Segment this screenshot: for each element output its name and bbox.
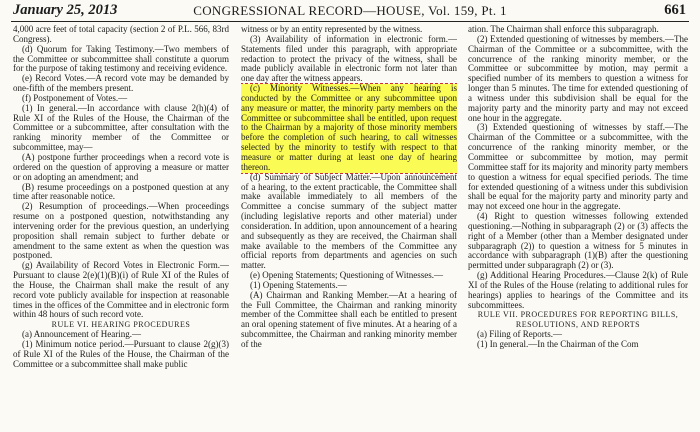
paragraph: (d) Summary of Subject Matter.—Upon announcement of a hearing, to the extent practicable, the Committee shall make available immediately to all members of the Committee a concise summary of the subject matter (including legislative reports and other material) under consideration. In addition, upon announcement of a hearing and subsequently as they are received, the Chairman shall make available to the members of the Committee any official reports from departments and agencies on such matter. xyxy=(241,171,457,271)
paragraph: (A) Chairman and Ranking Member.—At a hearing of the Full Committee, the Chairman and ranking minority member of the Committee shall each be entitled to present an oral opening statement of five minutes. At a hearing of a subcommittee, the Chairman and ranking minority member of the xyxy=(241,289,457,349)
paragraph: (3) Availability of information in electronic form.—Statements filed under this paragraph, with appropriate redaction to protect the privacy of the witness, shall be made publicly available in electronic form not later than one day after the witness appears. xyxy=(241,33,457,84)
paragraph: (3) Extended questioning of witnesses by staff.—The Chairman of the Committee or a subcommittee, with the concurrence of the ranking minority member, or the Committee or subcommittee by motion, may permit Committee staff for its majority and minority party members to question a witness for equal specified periods. The time for extended questioning of a witness under this subdivision shall be equal for the majority party and minority party and may not exceed one hour in the aggregate. xyxy=(468,122,688,212)
header-title: CONGRESSIONAL RECORD—HOUSE, Vol. 159, Pt. 1 xyxy=(193,3,507,18)
text-column-2 xyxy=(241,25,457,432)
paragraph: 4,000 acre feet of total capacity (section 2 of P.L. 566, 83rd Congress). xyxy=(13,25,229,44)
page-header xyxy=(0,0,700,20)
paragraph: (d) Quorum for Taking Testimony.—Two members of the Committee or subcommittee shall constitute a quorum for the purpose of taking testimony and receiving evidence. xyxy=(13,43,229,74)
highlighted-paragraph: (c) Minority Witnesses.—When any hearing is conducted by the Committee or any subcommittee upon any measure or matter, the minority party members on the Committee or subcommittee shall be entitled, upon request to the Chairman by a majority of those minority members before the completion of such hearing, to call witnesses selected by the minority to testify with respect to that measure or matter during at least one day of hearing thereon. xyxy=(241,83,457,172)
paragraph: ation. The Chairman shall enforce this subparagraph. xyxy=(468,25,659,34)
paragraph: (g) Availability of Record Votes in Electronic Form.—Pursuant to clause 2(e)(1)(B)(i) of Rule XI of the Rules of the House, the Chairman shall make the result of any record vote publicly available for inspection at reasonable times in the offices of the Committee and in electronic form within 48 hours of such record vote. xyxy=(13,260,229,320)
paragraph: (e) Opening Statements; Questioning of Witnesses.— xyxy=(250,270,443,281)
paragraph: (a) Filing of Reports.— xyxy=(477,329,562,340)
header-page-number: 661 xyxy=(664,2,686,18)
section-heading: RULE VII. PROCEDURES FOR REPORTING BILLS, RESOLUTIONS, AND REPORTS xyxy=(477,310,679,330)
text-column-3 xyxy=(468,25,688,432)
paragraph: (1) Opening Statements.— xyxy=(250,279,347,290)
paragraph: (1) In general.—In accordance with clause 2(h)(4) of Rule XI of the Rules of the House, the Chairman of the Committee or a subcommittee, after consultation with the ranking minority member of the Committee or subcommittee, may— xyxy=(13,102,229,153)
paragraph: (A) postpone further proceedings when a record vote is ordered on the question of approving a measure or matter or on adopting an amendment; and xyxy=(13,151,229,182)
paragraph: (2) Resumption of proceedings.—When proceedings resume on a postponed question, notwithstanding any intervening order for the previous question, an underlying proposition shall remain subject to further debate or amendment to the same extent as when the question was postponed. xyxy=(13,201,229,261)
section-heading: RULE VI. HEARING PROCEDURES xyxy=(51,320,191,330)
header-date: January 25, 2013 xyxy=(13,2,118,18)
paragraph: (1) In general.—In the Chairman of the Com xyxy=(477,339,639,349)
paragraph: (e) Record Votes.—A record vote may be demanded by one-fifth of the members present. xyxy=(13,73,229,94)
paragraph: (g) Additional Hearing Procedures.—Clause 2(k) of Rule XI of the Rules of the House (relating to additional rules for hearings) applies to hearings of the Committee and its subcommittees. xyxy=(468,270,688,310)
paragraph: (a) Announcement of Hearing.— xyxy=(22,329,141,340)
text-column-1 xyxy=(13,25,229,432)
paragraph: (B) resume proceedings on a postponed question at any time after reasonable notice. xyxy=(13,181,229,202)
paragraph: (4) Right to question witnesses following extended questioning.—Nothing in subparagraph (2) or (3) affects the right of a Member (other than a Member designated under subparagraph (2)) to question a witness for 5 minutes in accordance with subparagraph (1)(B) after the questioning permitted under subparagraph (2) or (3). xyxy=(468,211,688,271)
paragraph: witness or by an entity represented by the witness. xyxy=(241,25,423,34)
paragraph: (2) Extended questioning of witnesses by members.—The Chairman of the Committee or a subcommittee, with the concurrence of the ranking minority member, or the Committee or subcommittee by motion, may permit a specified number of its members to question a witness for longer than 5 minutes. The time for extended questioning of a witness under this subdivision shall be equal for the majority party and the minority party and may not exceed one hour in the aggregate. xyxy=(468,33,688,123)
paragraph: (1) Minimum notice period.—Pursuant to clause 2(g)(3) of Rule XI of the Rules of the House, the Chairman of the Committee or a subcommittee shall make public xyxy=(13,339,229,369)
paragraph: (f) Postponement of Votes.— xyxy=(22,92,128,103)
header-rule xyxy=(11,21,689,22)
